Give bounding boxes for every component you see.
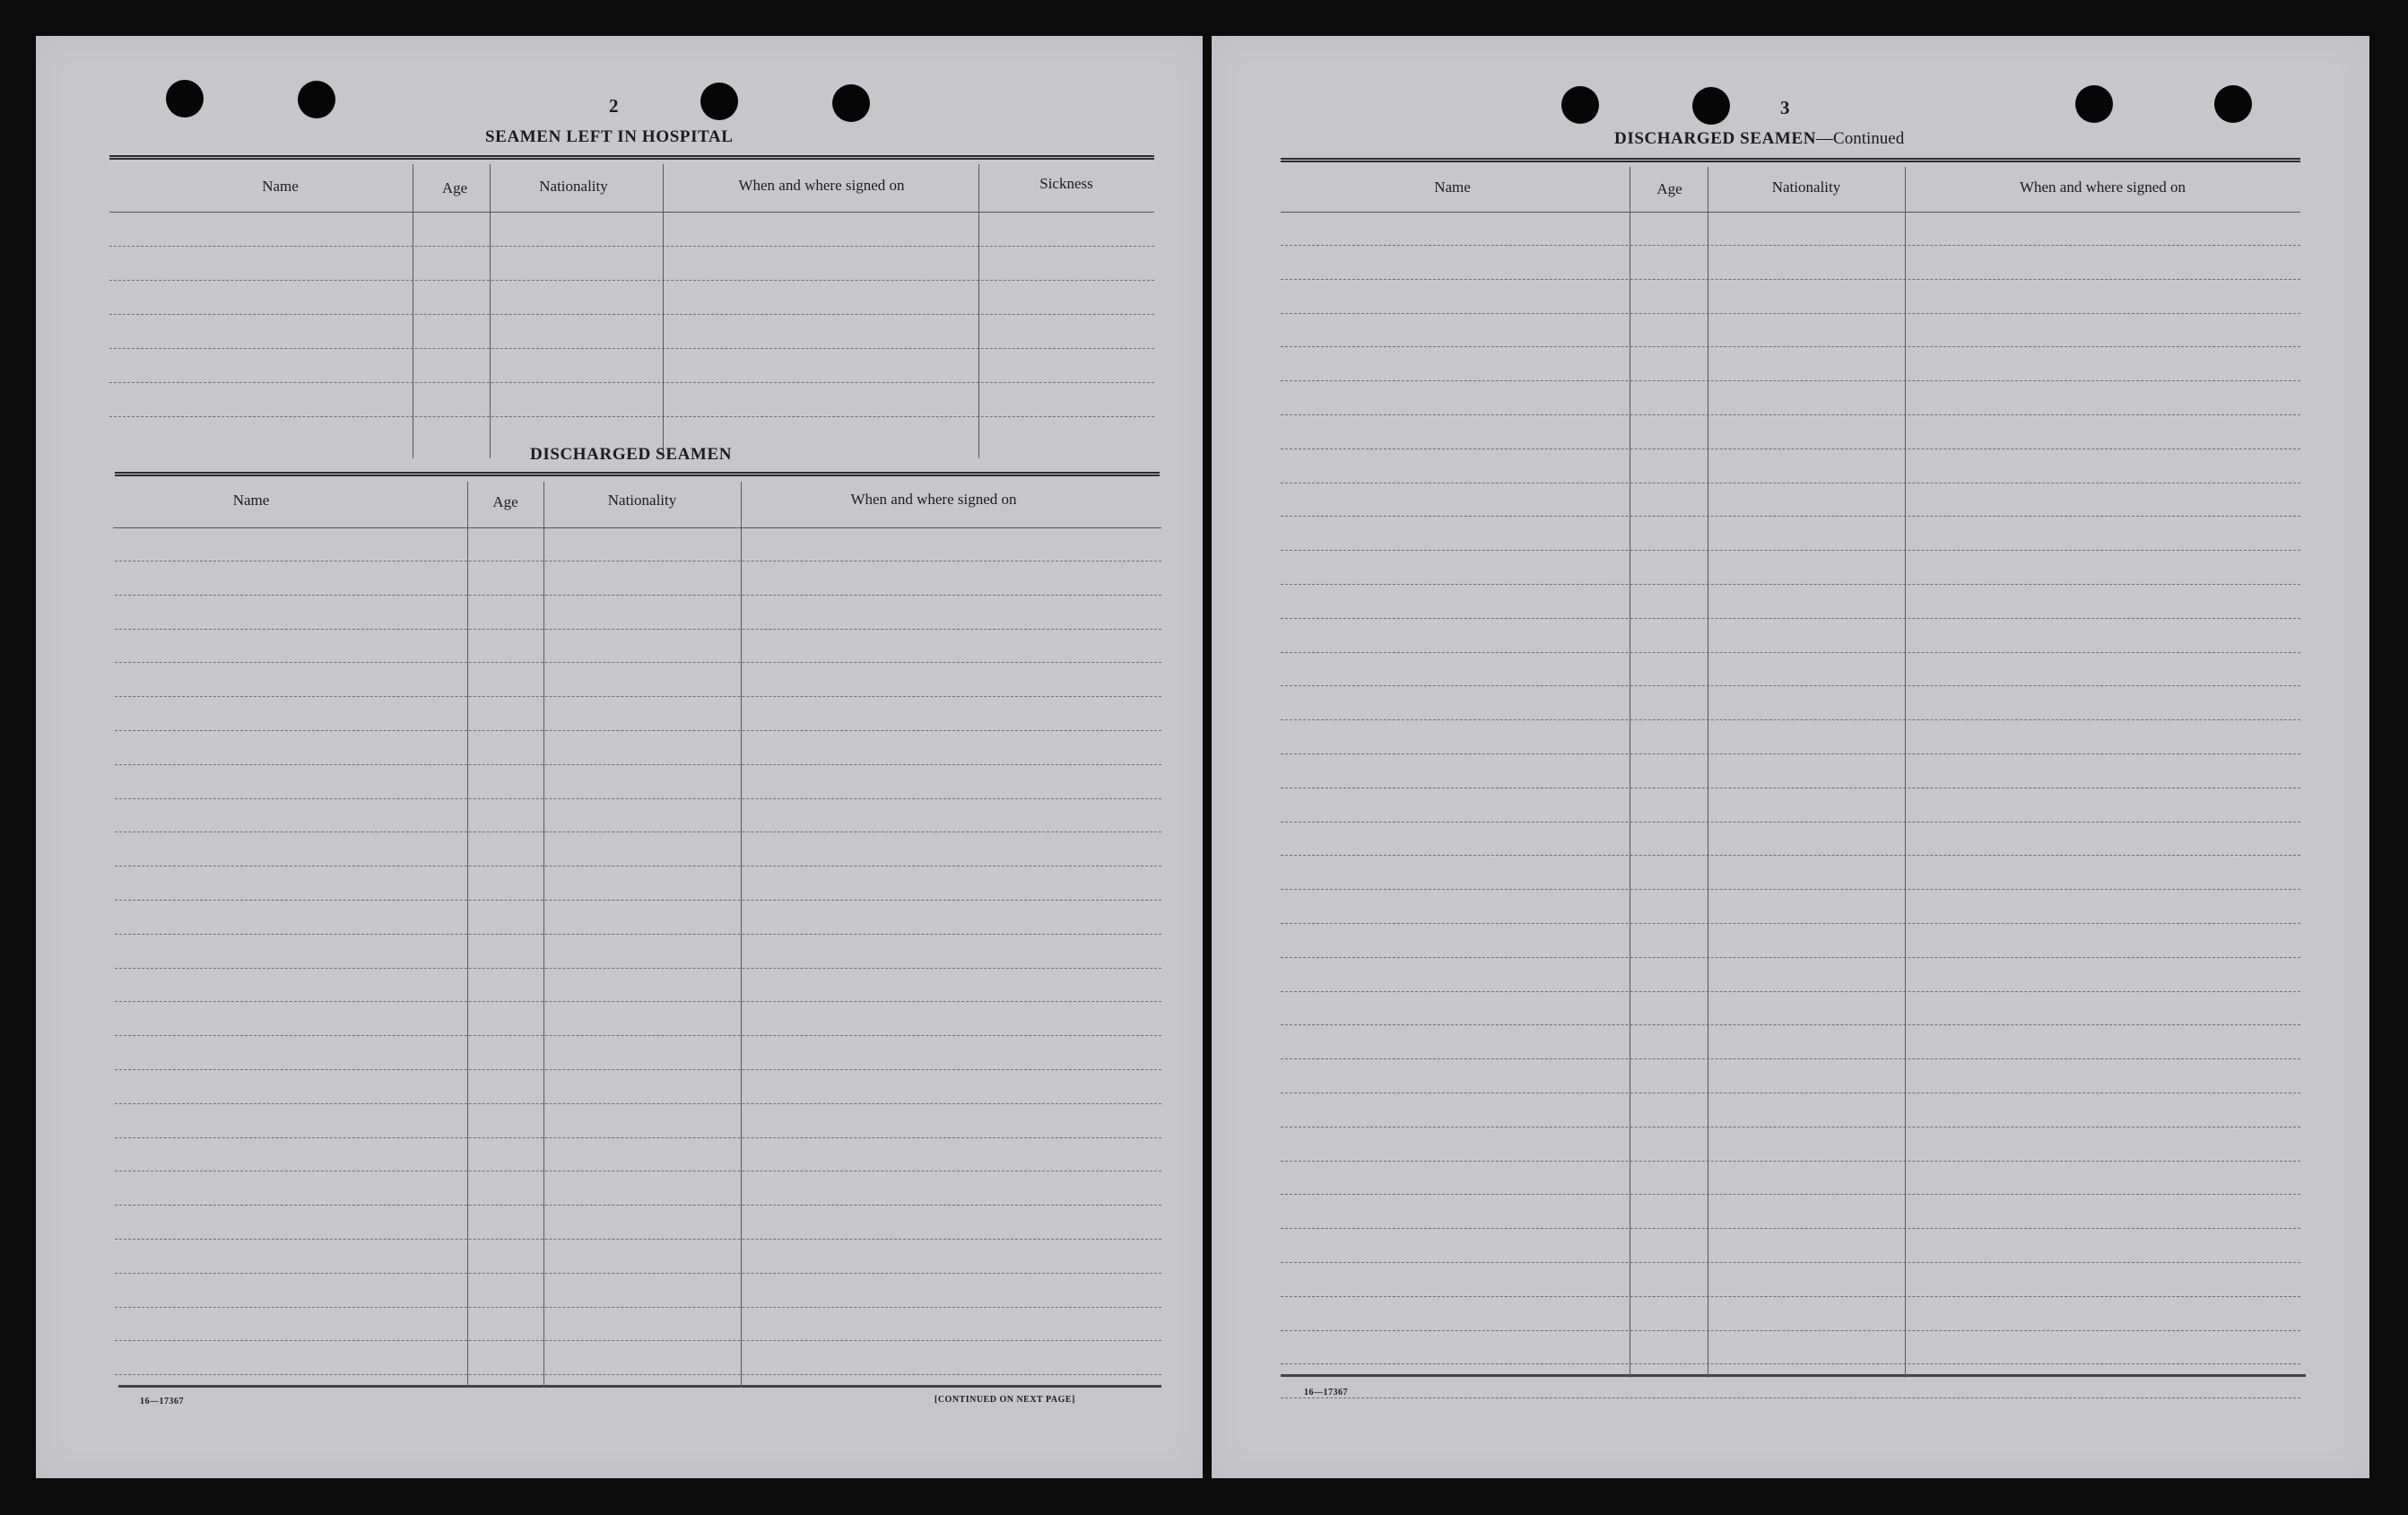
- blank-row-line: [1281, 1363, 2300, 1364]
- punch-hole: [298, 81, 335, 118]
- blank-row-line: [1281, 957, 2300, 958]
- blank-row-line: [109, 348, 1154, 349]
- blank-row-line: [1281, 923, 2300, 924]
- blank-row-line: [1281, 685, 2300, 686]
- blank-row-line: [1281, 855, 2300, 856]
- continued-note: [CONTINUED ON NEXT PAGE]: [935, 1395, 1075, 1405]
- column-divider: [978, 164, 979, 458]
- blank-row-line: [115, 730, 1161, 731]
- blank-row-line: [1281, 414, 2300, 415]
- punch-hole: [832, 84, 870, 122]
- blank-row-line: [109, 416, 1154, 417]
- blank-row-line: [1281, 313, 2300, 314]
- column-divider: [741, 482, 742, 1388]
- left-page: [36, 36, 1203, 1478]
- blank-row-line: [1281, 346, 2300, 347]
- blank-row-line: [115, 1103, 1161, 1104]
- blank-row-line: [1281, 550, 2300, 551]
- discharged-title-rule: [115, 472, 1160, 476]
- blank-row-line: [1281, 1024, 2300, 1025]
- blank-row-line: [1281, 279, 2300, 280]
- blank-row-line: [1281, 889, 2300, 890]
- blank-row-line: [115, 1273, 1161, 1274]
- blank-row-line: [1281, 1228, 2300, 1229]
- blank-row-line: [115, 764, 1161, 765]
- blank-row-line: [1281, 1296, 2300, 1297]
- blank-row-line: [1281, 753, 2300, 754]
- blank-row-line: [1281, 1194, 2300, 1195]
- punch-hole: [1692, 87, 1730, 125]
- column-divider: [543, 482, 544, 1388]
- column-divider: [1905, 167, 1906, 1378]
- blank-row-line: [115, 561, 1161, 562]
- page-number: 2: [609, 95, 619, 117]
- blank-row-line: [1281, 584, 2300, 585]
- right-col-nationality: Nationality: [1771, 178, 1841, 196]
- discharged-col-signed-on: When and where signed on: [850, 491, 1017, 508]
- hospital-title-rule: [109, 155, 1154, 160]
- discharged-col-nationality: Nationality: [607, 492, 677, 509]
- hospital-col-name: Name: [262, 178, 299, 195]
- discharged-continued-title: [1614, 129, 1904, 149]
- blank-row-line: [115, 1205, 1161, 1206]
- right-col-name: Name: [1434, 178, 1471, 196]
- table-bottom-rule: [118, 1385, 1161, 1388]
- blank-row-line: [115, 798, 1161, 799]
- blank-row-line: [115, 934, 1161, 935]
- column-divider: [663, 164, 664, 458]
- blank-row-line: [1281, 1330, 2300, 1331]
- hospital-col-age: Age: [441, 179, 468, 196]
- right-col-signed-on: When and where signed on: [2019, 178, 2186, 196]
- right-title-rule: [1281, 158, 2300, 162]
- form-number: 16—17367: [140, 1397, 184, 1406]
- blank-row-line: [109, 246, 1154, 247]
- blank-row-line: [115, 968, 1161, 969]
- blank-row-line: [1281, 1161, 2300, 1162]
- blank-row-line: [1281, 380, 2300, 381]
- discharged-col-name: Name: [232, 492, 270, 509]
- hospital-section-title: SEAMEN LEFT IN HOSPITAL: [485, 127, 734, 146]
- blank-row-line: [1281, 1262, 2300, 1263]
- continued-suffix: —Continued: [1816, 129, 1905, 148]
- blank-row-line: [1281, 719, 2300, 720]
- blank-row-line: [115, 1035, 1161, 1036]
- blank-row-line: [115, 662, 1161, 663]
- blank-row-line: [115, 900, 1161, 901]
- discharged-col-age: Age: [492, 493, 518, 510]
- discharged-section-title: DISCHARGED SEAMEN: [530, 445, 733, 464]
- blank-row-line: [1281, 822, 2300, 823]
- blank-row-line: [109, 314, 1154, 315]
- blank-row-line: [1281, 1058, 2300, 1059]
- blank-row-line: [115, 1307, 1161, 1308]
- form-number: 16—17367: [1304, 1388, 1348, 1397]
- discharged-title-text: DISCHARGED SEAMEN: [1614, 129, 1817, 148]
- punch-hole: [700, 83, 738, 120]
- blank-row-line: [1281, 516, 2300, 517]
- punch-hole: [166, 80, 204, 118]
- blank-row-line: [115, 1137, 1161, 1138]
- blank-row-line: [115, 629, 1161, 630]
- column-divider: [467, 482, 468, 1388]
- hospital-col-signed-on: When and where signed on: [738, 177, 905, 194]
- punch-hole: [2214, 85, 2252, 123]
- blank-row-line: [1281, 448, 2300, 449]
- right-page: [1212, 36, 2369, 1478]
- discharged-header-line: [113, 527, 1161, 528]
- blank-row-line: [1281, 1127, 2300, 1128]
- blank-row-line: [1281, 991, 2300, 992]
- blank-row-line: [1281, 1397, 2300, 1398]
- blank-row-line: [115, 1239, 1161, 1240]
- blank-row-line: [1281, 245, 2300, 246]
- blank-row-line: [1281, 652, 2300, 653]
- right-col-age: Age: [1656, 180, 1682, 197]
- hospital-header-line: [109, 212, 1154, 213]
- hospital-col-sickness: Sickness: [1039, 175, 1093, 192]
- punch-hole: [1561, 86, 1599, 124]
- blank-row-line: [115, 1001, 1161, 1002]
- blank-row-line: [109, 382, 1154, 383]
- blank-row-line: [109, 280, 1154, 281]
- right-header-line: [1281, 212, 2300, 213]
- page-number: 3: [1780, 97, 1790, 118]
- blank-row-line: [1281, 618, 2300, 619]
- blank-row-line: [115, 696, 1161, 697]
- punch-hole: [2075, 85, 2113, 123]
- column-divider: [490, 164, 491, 458]
- hospital-col-nationality: Nationality: [539, 178, 608, 195]
- blank-row-line: [115, 1374, 1161, 1375]
- blank-row-line: [115, 1069, 1161, 1070]
- right-bottom-rule: [1281, 1374, 2306, 1377]
- blank-row-line: [115, 595, 1161, 596]
- blank-row-line: [115, 1340, 1161, 1341]
